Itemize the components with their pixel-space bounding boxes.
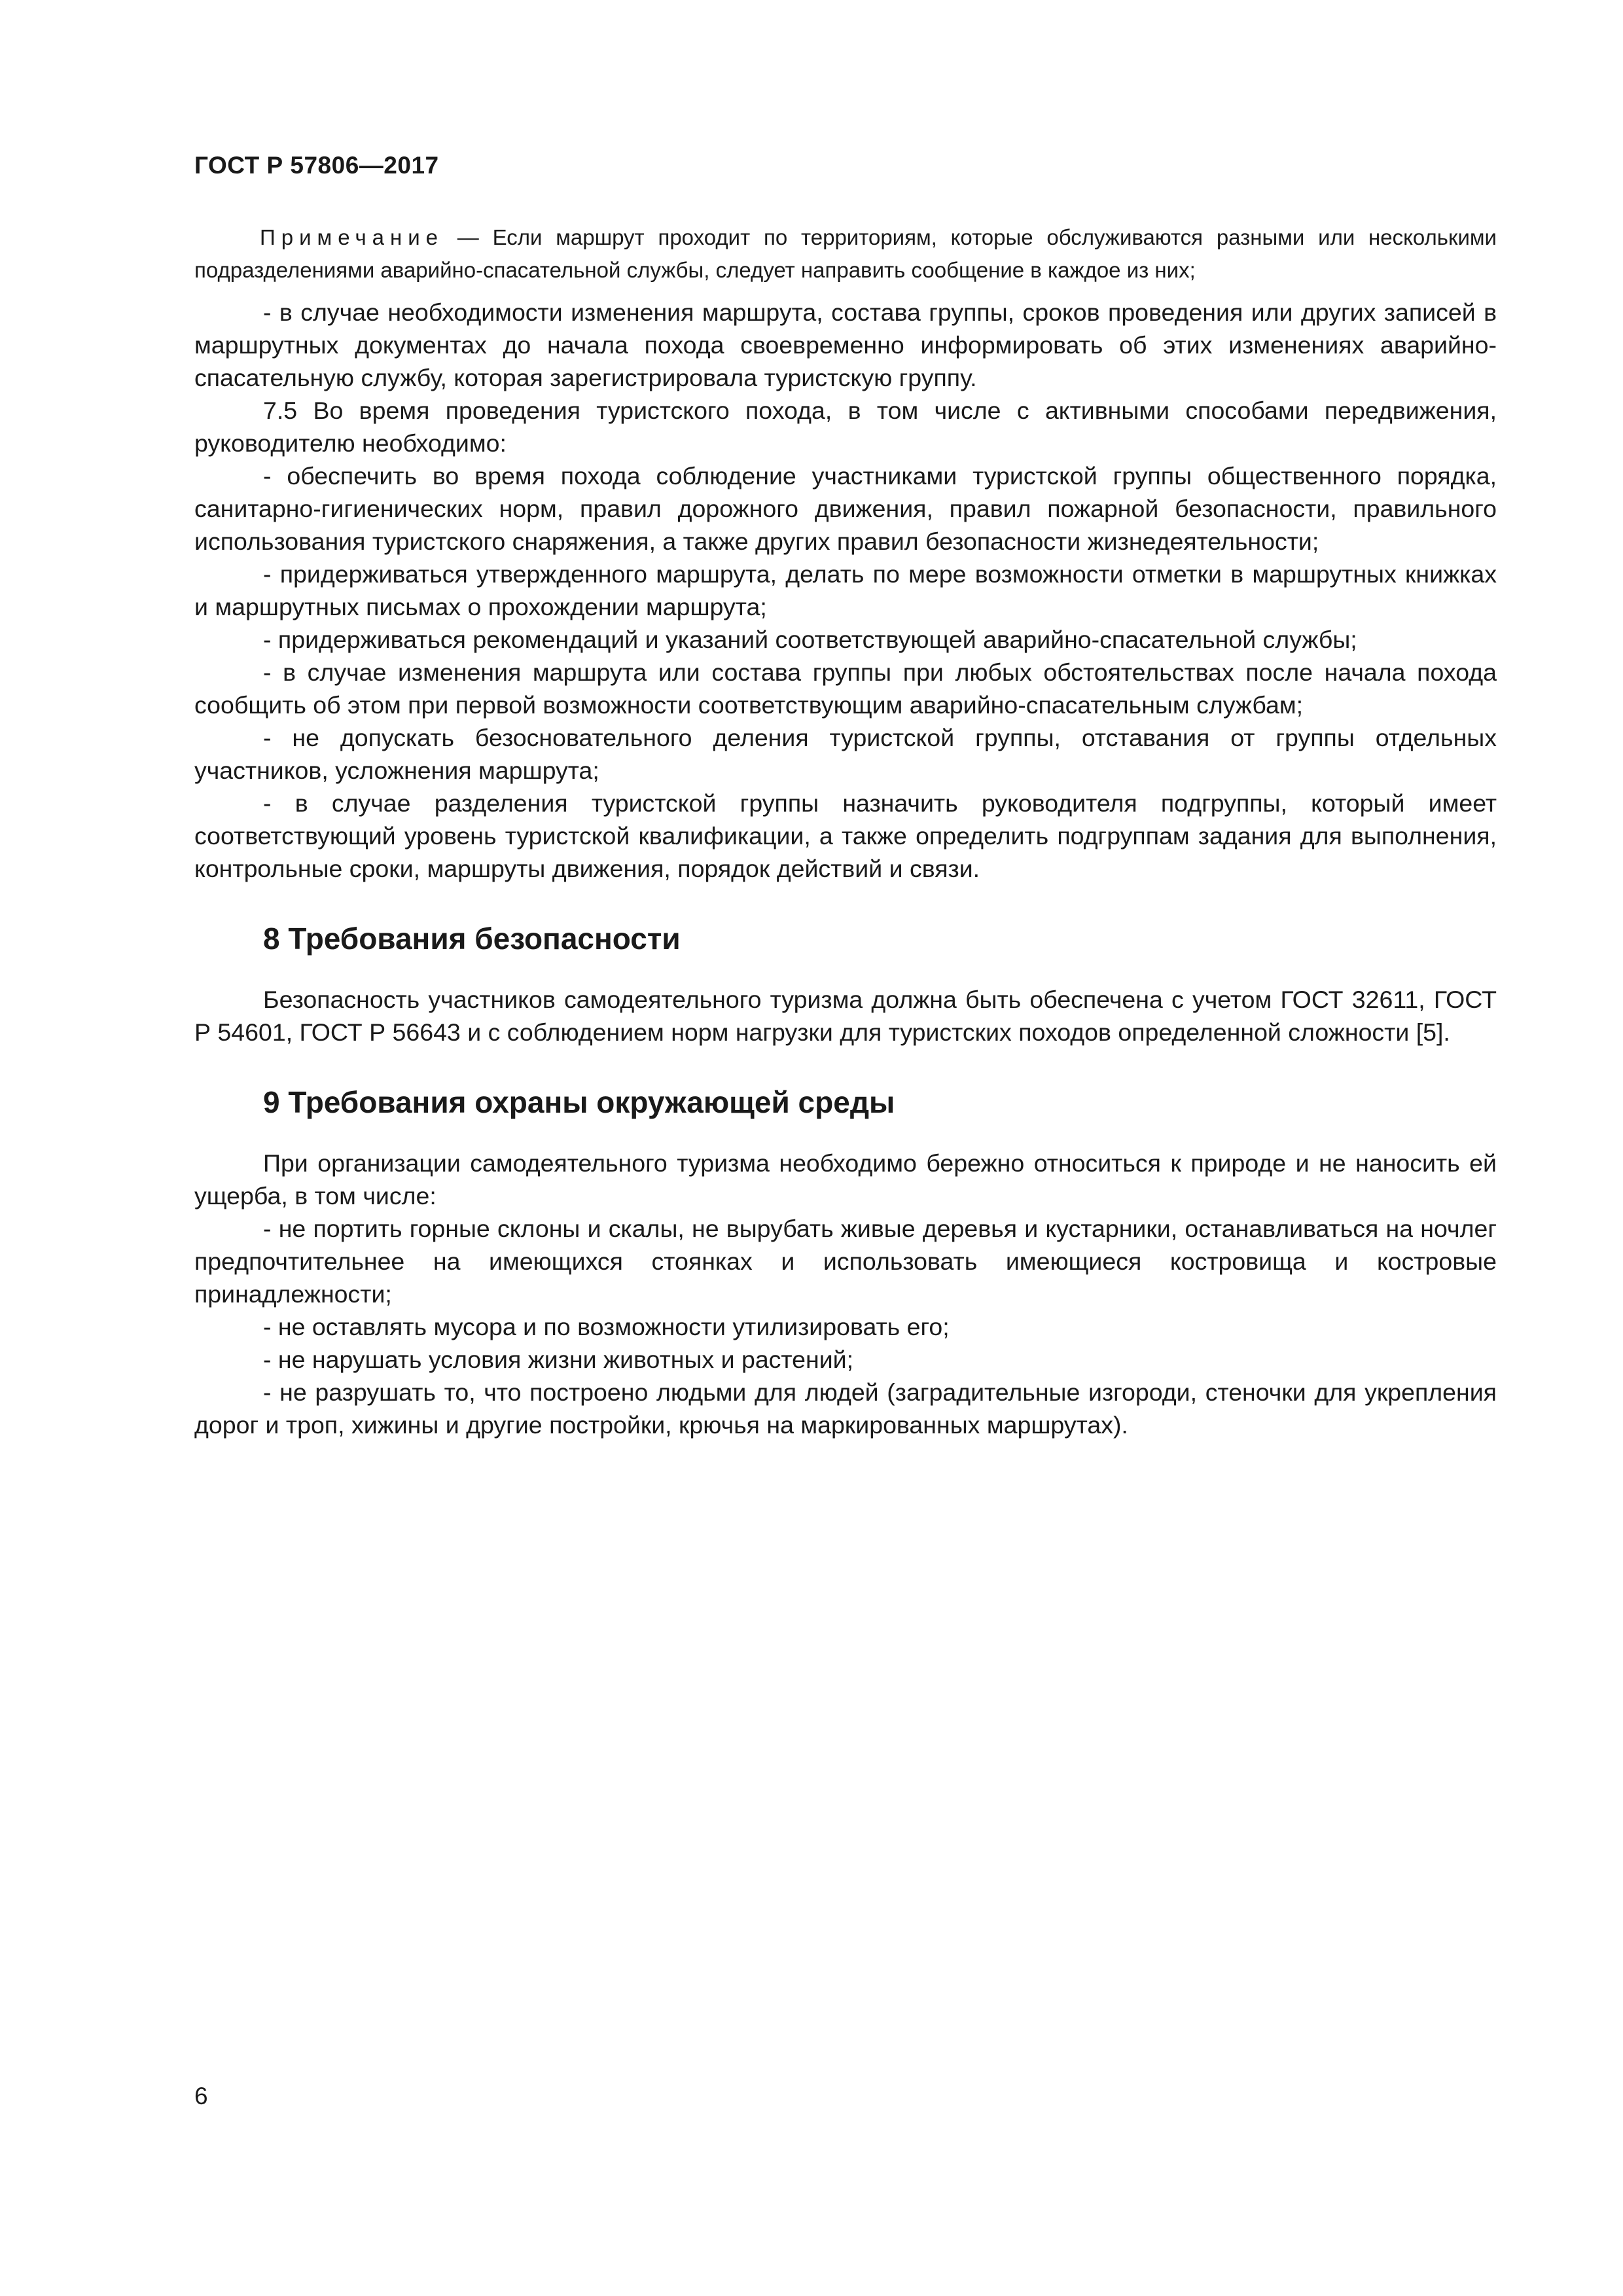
list-item: - не разрушать то, что построено людьми для людей (заградительные изгороди, стеночки для укрепления дорог и троп, хижины и другие постройки, крючья на маркированных маршрутах). bbox=[194, 1378, 1497, 1439]
list-item: - придерживаться рекомендаций и указаний соответствующей аварийно-спасательной службы; bbox=[263, 626, 1357, 653]
paragraph: Безопасность участников самодеятельного туризма должна быть обеспечена с учетом ГОСТ 32611, ГОСТ Р 54601, ГОСТ Р 56643 и с соблюдением норм нагрузки для туристских походов определенной сложности [5]. bbox=[194, 986, 1497, 1046]
note-paragraph bbox=[194, 221, 1497, 287]
list-item: - в случае разделения туристской группы назначить руководителя подгруппы, который имеет соответствующий уровень туристской квалификации, а также определить подгруппам задания для выполнения, контрольные сроки, маршруты движения, порядок действий и связи. bbox=[194, 789, 1497, 882]
list-item: - в случае изменения маршрута или состава группы при любых обстоятельствах после начала похода сообщить об этом при первой возможности соответствующим аварийно-спасательным службам; bbox=[194, 658, 1497, 719]
note-text: — Если маршрут проходит по территориям, которые обслуживаются разными или несколькими подразделениями аварийно-спасательной службы, следует направить сообщение в каждое из них; bbox=[194, 225, 1497, 282]
list-item: - не портить горные склоны и скалы, не вырубать живые деревья и кустарники, останавливаться на ночлег предпочтительнее на имеющихся стоянках и использовать имеющиеся костровища и костровые принадлежности; bbox=[194, 1215, 1497, 1308]
paragraph: При организации самодеятельного туризма необходимо бережно относиться к природе и не наносить ей ущерба, в том числе: bbox=[194, 1149, 1497, 1210]
document-body bbox=[194, 221, 1497, 1441]
list-item: - не оставлять мусора и по возможности утилизировать его; bbox=[263, 1313, 950, 1340]
list-item: - придерживаться утвержденного маршрута, делать по мере возможности отметки в маршрутных книжках и маршрутных письмах о прохождении маршрута; bbox=[194, 560, 1497, 620]
clause-7-5: 7.5 Во время проведения туристского похода, в том числе с активными способами передвижения, руководителю необходимо: bbox=[194, 397, 1497, 457]
list-item: - обеспечить во время похода соблюдение участниками туристской группы общественного порядка, санитарно-гигиенических норм, правил дорожного движения, правил пожарной безопасности, правильного использования туристского снаряжения, а также других правил безопасности жизнедеятельности; bbox=[194, 462, 1497, 555]
list-item: - не нарушать условия жизни животных и растений; bbox=[263, 1346, 854, 1373]
list-item: - не допускать безосновательного деления туристской группы, отставания от группы отдельных участников, усложнения маршрута; bbox=[194, 724, 1497, 784]
document-code-header: ГОСТ Р 57806—2017 bbox=[194, 152, 439, 179]
paragraph: - в случае необходимости изменения маршрута, состава группы, сроков проведения или других записей в маршрутных документах до начала похода своевременно информировать об этих изменениях аварийно-спасательную службу, которая зарегистрировала туристскую группу. bbox=[194, 298, 1497, 391]
section-title-environment: 9 Требования охраны окружающей среды bbox=[263, 1085, 895, 1119]
section-title-safety: 8 Требования безопасности bbox=[263, 922, 681, 956]
page-number: 6 bbox=[194, 2083, 208, 2109]
note-label: Примечание bbox=[260, 225, 444, 249]
